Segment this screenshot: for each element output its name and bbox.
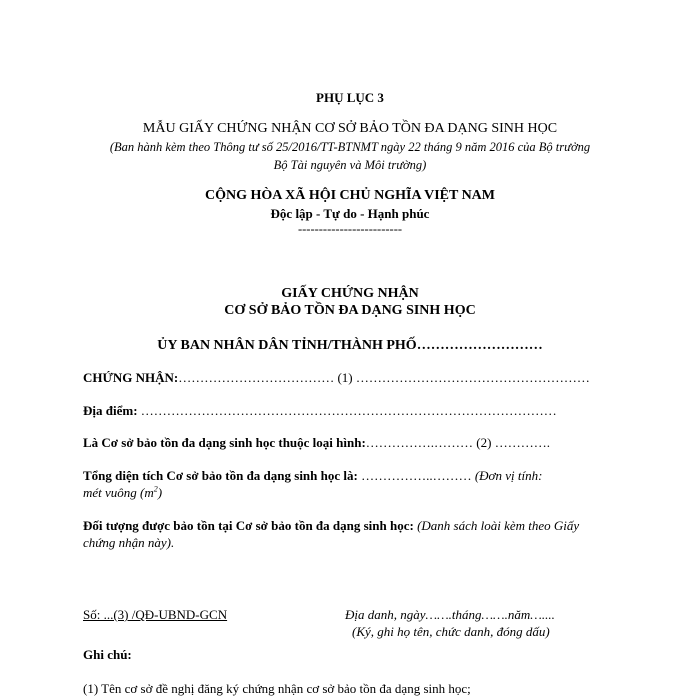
object-label: Đối tượng được bảo tồn tại Cơ sở bảo tồn đa dạng sinh học:	[83, 518, 418, 533]
area-unit	[83, 485, 162, 501]
nation-title: CỘNG HÒA XÃ HỘI CHỦ NGHĨA VIỆT NAM	[204, 188, 495, 203]
location-value: ……………………………………………………………………………………	[140, 403, 557, 418]
issued-line-1: (Ban hành kèm theo Thông tư số 25/2016/TT-BTNMT ngày 22 tháng 9 năm 2016 của Bộ trưởng	[109, 140, 591, 154]
location-label: Địa điểm:	[83, 403, 141, 418]
motto: Độc lập - Tự do - Hạnh phúc	[270, 206, 430, 221]
motto-rule: -------------------------	[297, 222, 403, 236]
certificate-subtitle: CƠ SỞ BẢO TỒN ĐA DẠNG SINH HỌC	[224, 303, 476, 318]
area-unit-close: )	[157, 485, 163, 500]
type-label: Là Cơ sở bảo tồn đa dạng sinh học thuộc loại hình:	[83, 435, 366, 450]
decision-number: Số: ...(3) /QĐ-UBND-GCN	[83, 607, 228, 622]
object-note-cont: chứng nhận này).	[83, 535, 175, 550]
area-value: ……………..………	[361, 468, 472, 483]
certify-field	[83, 370, 590, 386]
note-1: (1) Tên cơ sở đề nghị đăng ký chứng nhận cơ sở bảo tồn đa dạng sinh học;	[83, 681, 471, 696]
area-unit-sup: 2	[153, 484, 158, 494]
form-title: MẪU GIẤY CHỨNG NHẬN CƠ SỞ BẢO TỒN ĐA DẠNG SINH HỌC	[142, 121, 558, 136]
area-unit-text: mét vuông (m	[83, 485, 154, 500]
area-note: (Đơn vị tính:	[471, 468, 543, 483]
signature-note: (Ký, ghi họ tên, chức danh, đóng dấu)	[352, 624, 550, 639]
object-note: (Danh sách loài kèm theo Giấy	[417, 518, 580, 533]
area-label: Tổng diện tích Cơ sở bảo tồn đa dạng sinh học là:	[83, 468, 362, 483]
type-value: …………….……… (2) ………….	[365, 435, 550, 450]
issued-line-2: Bộ Tài nguyên và Môi trường)	[273, 158, 427, 172]
appendix-title: PHỤ LỤC 3	[316, 90, 384, 105]
area-field	[83, 468, 542, 484]
location-field	[83, 403, 557, 419]
notes-title: Ghi chú:	[83, 647, 132, 662]
type-field	[83, 435, 550, 451]
certificate-title: GIẤY CHỨNG NHẬN	[281, 286, 419, 301]
place-date: Địa danh, ngày…….tháng…….năm…....	[345, 607, 555, 622]
issuer-line: ỦY BAN NHÂN DÂN TỈNH/THÀNH PHỐ………………………	[157, 338, 543, 353]
object-field	[83, 518, 579, 534]
certify-value: ……………………………… (1) ………………………………………………	[178, 370, 590, 385]
certify-label: CHỨNG NHẬN:	[83, 370, 179, 385]
